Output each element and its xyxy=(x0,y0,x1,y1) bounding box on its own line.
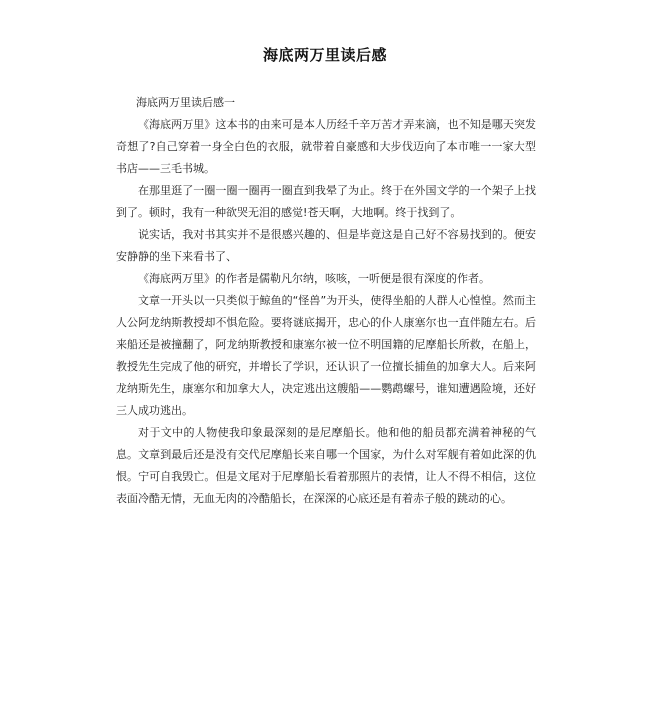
paragraph-4: 《海底两万里》的作者是儒勒凡尔纳，咳咳，一听便是很有深度的作者。 xyxy=(138,272,490,285)
paragraph-6: 对于文中的人物使我印象最深刻的是尼摩船长。他和他的船员都充满着神秘的气息。文章到最后还是没有交代尼摩船长来自哪一个国家，为什么对军舰有着如此深的仇恨。宁可自我毁亡。但是文尾对于尼摩船长看着那照片的表情，让人不得不相信，这位表面冷酷无情，无血无肉的冷酷船长，在深深的心底还是有着赤子般的跳动的心。 xyxy=(116,426,536,505)
paragraph-1: 《海底两万里》这本书的由来可是本人历经千辛万苦才弄来滴，也不知是哪天突发奇想了?自己穿着一身全白色的衣服，就带着自豪感和大步伐迈向了本市唯一一家大型书店——三毛书城。 xyxy=(116,118,536,175)
document-subtitle: 海底两万里读后感一 xyxy=(136,96,235,109)
document-title: 海底两万里读后感 xyxy=(262,46,387,64)
document-body xyxy=(116,92,536,510)
paragraph-2: 在那里逛了一圈一圈一圈再一圈直到我晕了为止。终于在外国文学的一个架子上找到了。顿时，我有一种欲哭无泪的感觉!苍天啊，大地啊。终于找到了。 xyxy=(116,184,536,219)
paragraph-5: 文章一开头以一只类似于鲸鱼的“怪兽”为开头，使得坐船的人群人心惶惶。然而主人公阿龙纳斯教授却不惧危险。要将谜底揭开，忠心的仆人康塞尔也一直伴随左右。后来船还是被撞翻了，阿龙纳斯教授和康塞尔被一位不明国籍的尼摩船长所救，在船上，教授先生完成了他的研究，并增长了学识，还认识了一位擅长捕鱼的加拿大人。后来阿龙纳斯先生，康塞尔和加拿大人，决定逃出这艘船——鹦鹉螺号，谁知遭遇险境，还好三人成功逃出。 xyxy=(116,294,536,417)
paragraph-3: 说实话，我对书其实并不是很感兴趣的、但是毕竟这是自己好不容易找到的。便安安静静的坐下来看书了、 xyxy=(116,228,536,263)
